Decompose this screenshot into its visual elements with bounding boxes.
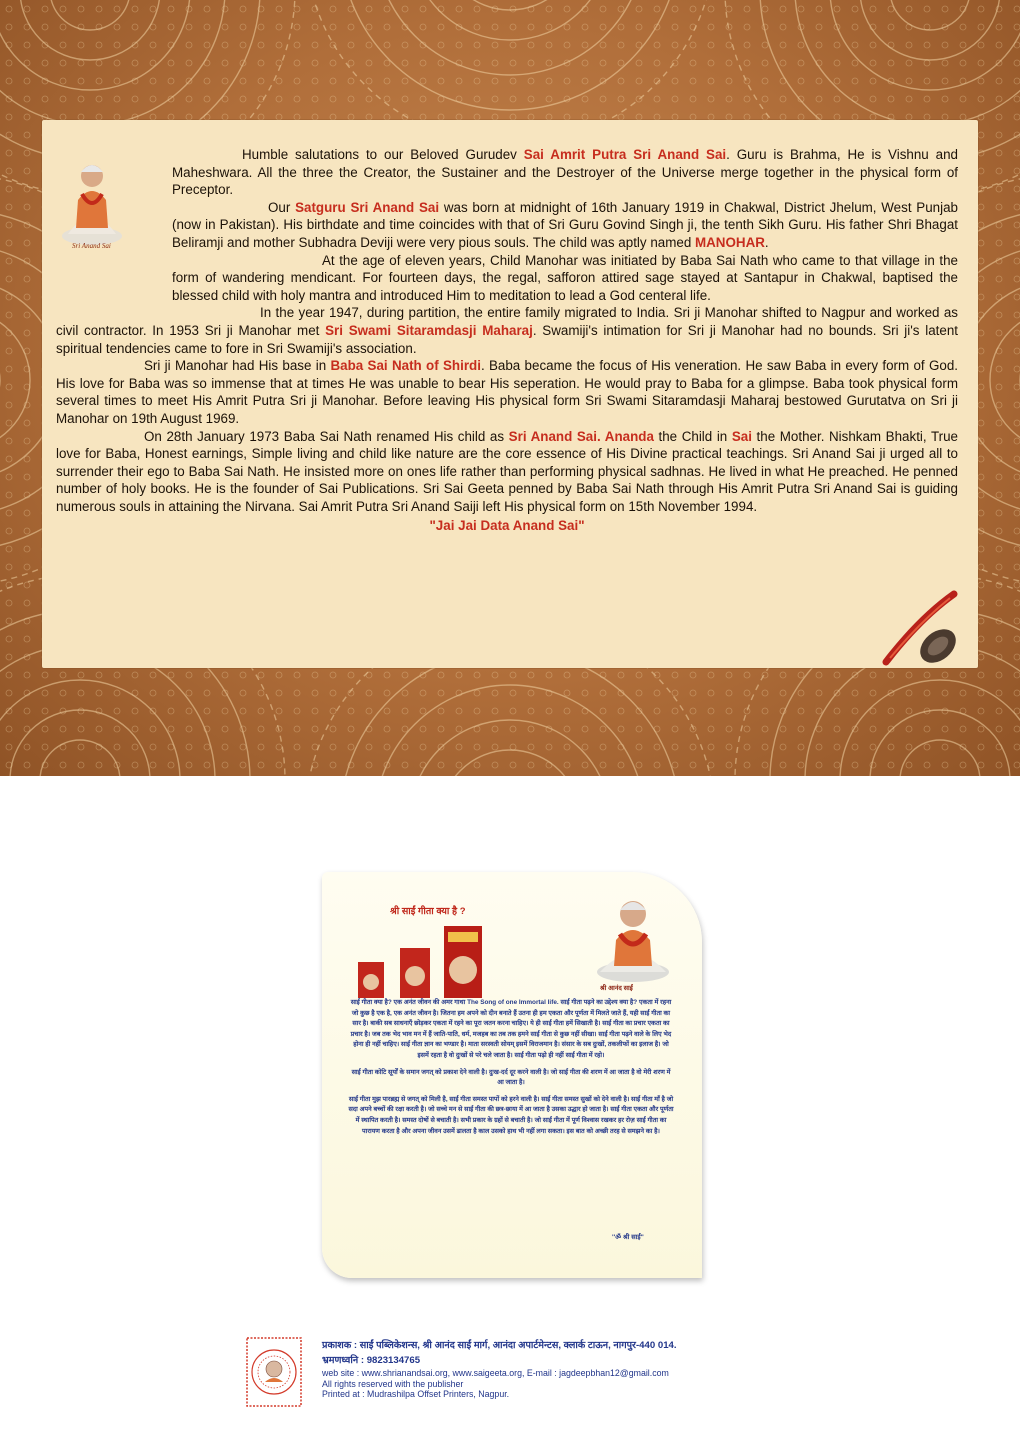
paragraph-4 [56, 304, 958, 357]
publisher-web: web site : www.shrianandsai.org, www.saigeeta.org, E-mail : jagdeepbhan12@gmail.com [322, 1368, 669, 1378]
leaflet-portrait-image [594, 888, 672, 982]
leaflet-paragraph: साईं गीता क्या है? एक अनंत जीवन की अमर गाथा The Song of one Immortal life. साईं गीता पढ़ने का उद्देश्य क्या है? एकता में रहना जो कुछ है एक है, एक अनंत जीवन है। जितना हम अपने को दीन बनाते हैं उतना ही हम एकता और पूर्णता में मिलते जाते हैं, यही साईं गीता का सार है। बाकी सब साधनाएँ छोड़कर एकता में रहने का पूरा जतन करना चाहिए। ये ही साईं गीता हमें सिखाती है। साईं गीता का प्रचार एकता का प्रचार है। जब तक भेद भाव मन में हैं जाति-पाति, धर्म, मजहब का तब तक हमने साईं गीता से कुछ नहीं सीखा। साईं गीता पढ़ने वाले के लिए भेद होना ही नहीं चाहिए। साईं गीता ज्ञान का भण्डार है। माता सरस्वती सोयम् इसमें विराजमान है। संसार के सब दुःखों, तकलीफों का इलाज है। जो इसमें रहता है वो दुःखों से परे चले जाता है। साईं गीता पढ़ो ही नहीं साईं गीता में रहो। [350, 999, 672, 1059]
text-run: . Guru is Brahma, He is Vishnu and Maheshwara. All the three the Creator, the Sustainer and the Destroyer of the Universe merge together in the physical form of Preceptor. [172, 147, 958, 198]
highlight-name: Satguru Sri Anand Sai [295, 199, 440, 215]
paragraph-5 [56, 357, 958, 427]
text-run: was born at midnight of 16th January 1919 in Chakwal, District Jhelum, West Punjab (now in Pakistan). His birthdate and time coincides with that of Sri Guru Govind Singh ji, the tenth Sikh Guru. His father Shri Bhagat Beliramji and mother Subhadra Deviji were very pious souls. The child was aptly named [172, 199, 958, 250]
publisher-info [322, 1338, 802, 1400]
highlight-name: Sri Anand Sai. Ananda [508, 428, 654, 444]
leaflet-paragraph: साईं गीता मुझ पारब्रह्म से जगत् को मिली है, साईं गीता समस्त पापों को हरने वाली है। साईं गीता समस्त सुखों को देने वाली है। साईं गीता माँ है जो सदा अपने बच्चों की रक्षा करती है। जो सच्चे मन से साईं गीता की छत्र-छाया में आ जाता है उसका उद्धार हो जाता है। साईं गीता एकता और पूर्णता में स्थापित करती है। समस्त दोषों से बचाती है। सभी प्रकार के ग्रहों से बचाती है। जो साईं गीता में पूर्ण विश्वास रखकर हर रोज़ साईं गीता का पारायण करता है और अपना जीवन उसमें ढालता है काल उसको हाथ भी नहीं लगा सकता। इस बात को अच्छी तरह से समझने का है। [348, 1095, 674, 1135]
portrait-caption: Sri Anand Sai [72, 242, 111, 250]
highlight-name: Baba Sai Nath of Shirdi [330, 358, 481, 374]
paragraph-3: At the age of eleven years, Child Manohar was initiated by Baba Sai Nath who came to that village in the form of wandering mendicant. For fourteen days, the regal, safforon attired sage stayed at Santapur in Chakwal, baptised the blessed child with holy mantra and introduced Him to meditation to lead a God centeral life. [172, 252, 958, 303]
paragraph-6 [56, 428, 958, 516]
paragraph-1 [56, 146, 958, 199]
text-card [42, 120, 978, 668]
publisher-address: प्रकाशक : साईं पब्लिकेशन्स, श्री आनंद साईं मार्ग, आनंदा अपार्टमेन्टस, क्लार्क टाऊन, नागपुर-440 014. [322, 1340, 677, 1351]
leaflet-body [348, 998, 674, 1143]
publisher-printer: Printed at : Mudrashilpa Offset Printers, Nagpur. [322, 1389, 510, 1400]
publisher-phone: भ्रमणध्वनि : 9823134765 [322, 1355, 421, 1366]
leaflet-paragraph: साईं गीता कोटि सूर्यों के समान जगत् को प्रकाश देने वाली है। दुःख-दर्द दूर करने वाली है। जो साईं गीता की शरण में आ जाता है वो मेरी शरण में आ जाता है। [351, 1068, 671, 1087]
highlight-name: Sri Swami Sitaramdasji Maharaj [325, 322, 533, 338]
leaflet-title: श्री साईं गीता क्या है ? [390, 906, 466, 917]
leaflet-portrait-caption: श्री आनंद साईं [600, 985, 633, 992]
publisher-rights: All rights reserved with the publisher [322, 1378, 464, 1389]
highlight-name: Sai Amrit Putra Sri Anand Sai [523, 147, 727, 162]
paragraph-2 [56, 199, 958, 252]
scroll-quill-icon [880, 588, 960, 668]
sai-geeta-leaflet [322, 872, 702, 1278]
text-run: In the year 1947, during partition, the entire family migrated to India. Sri ji Manohar shifted to Nagpur and worked as civil contractor. In 1953 Sri ji Manohar met [56, 305, 958, 338]
book-covers-image [352, 922, 512, 1002]
highlight-name: MANOHAR [694, 234, 765, 250]
text-run: Sri ji Manohar had His base in [144, 358, 331, 374]
text-run: . Swamiji's intimation for Sri ji Manohar had no bounds. Sri ji's latent spiritual tendencies came to fore in Sri Swamiji's association. [56, 322, 958, 356]
closing-slogan: "Jai Jai Data Anand Sai" [429, 518, 585, 534]
text-run: On 28th January 1973 Baba Sai Nath renamed His child as [144, 428, 509, 444]
highlight-name: Sai [731, 428, 752, 444]
text-run: the Mother. Nishkam Bhakti, True love for Baba, Honest earnings, Simple living and child like nature are the core essence of His Divine practical teachings. Sri Anand Sai ji urged all to surrender their ego to Baba Sai Nath. He insisted more on ones life rather than performing physical sadhnas. He lived in what He preached. He penned number of holy books. He is the founder of Sai Publications. Sri Sai Geeta penned by Baba Sai Nath through His Amrit Putra Sri Anand Sai is guiding numerous souls in attaining the Nirvana. Sai Amrit Putra Sri Anand Saiji left His physical form on 15th November 1994. [56, 428, 959, 514]
text-run: . [764, 234, 769, 250]
text-run: Our [268, 199, 296, 215]
publisher-seal-logo [245, 1336, 303, 1408]
leaflet-signature: ''ॐ श्री साईं'' [612, 1234, 644, 1241]
text-run: Humble salutations to our Beloved Gurudev [242, 147, 524, 162]
text-run: . Baba became the focus of His veneration. He saw Baba in every form of God. His love for Baba was so immense that at times He was unable to bear His seperation. He would pray to Baba for a glimpse. Baba took physical form several times to meet His Amrit Putra Sri ji Manohar. Before leaving His physical form Sri Swami Sitaramdasji Maharaj bestowed Gurutatva on Sri ji Manohar on 19th August 1969. [56, 358, 958, 426]
text-run: the Child in [653, 428, 732, 444]
biography-text [56, 146, 958, 535]
